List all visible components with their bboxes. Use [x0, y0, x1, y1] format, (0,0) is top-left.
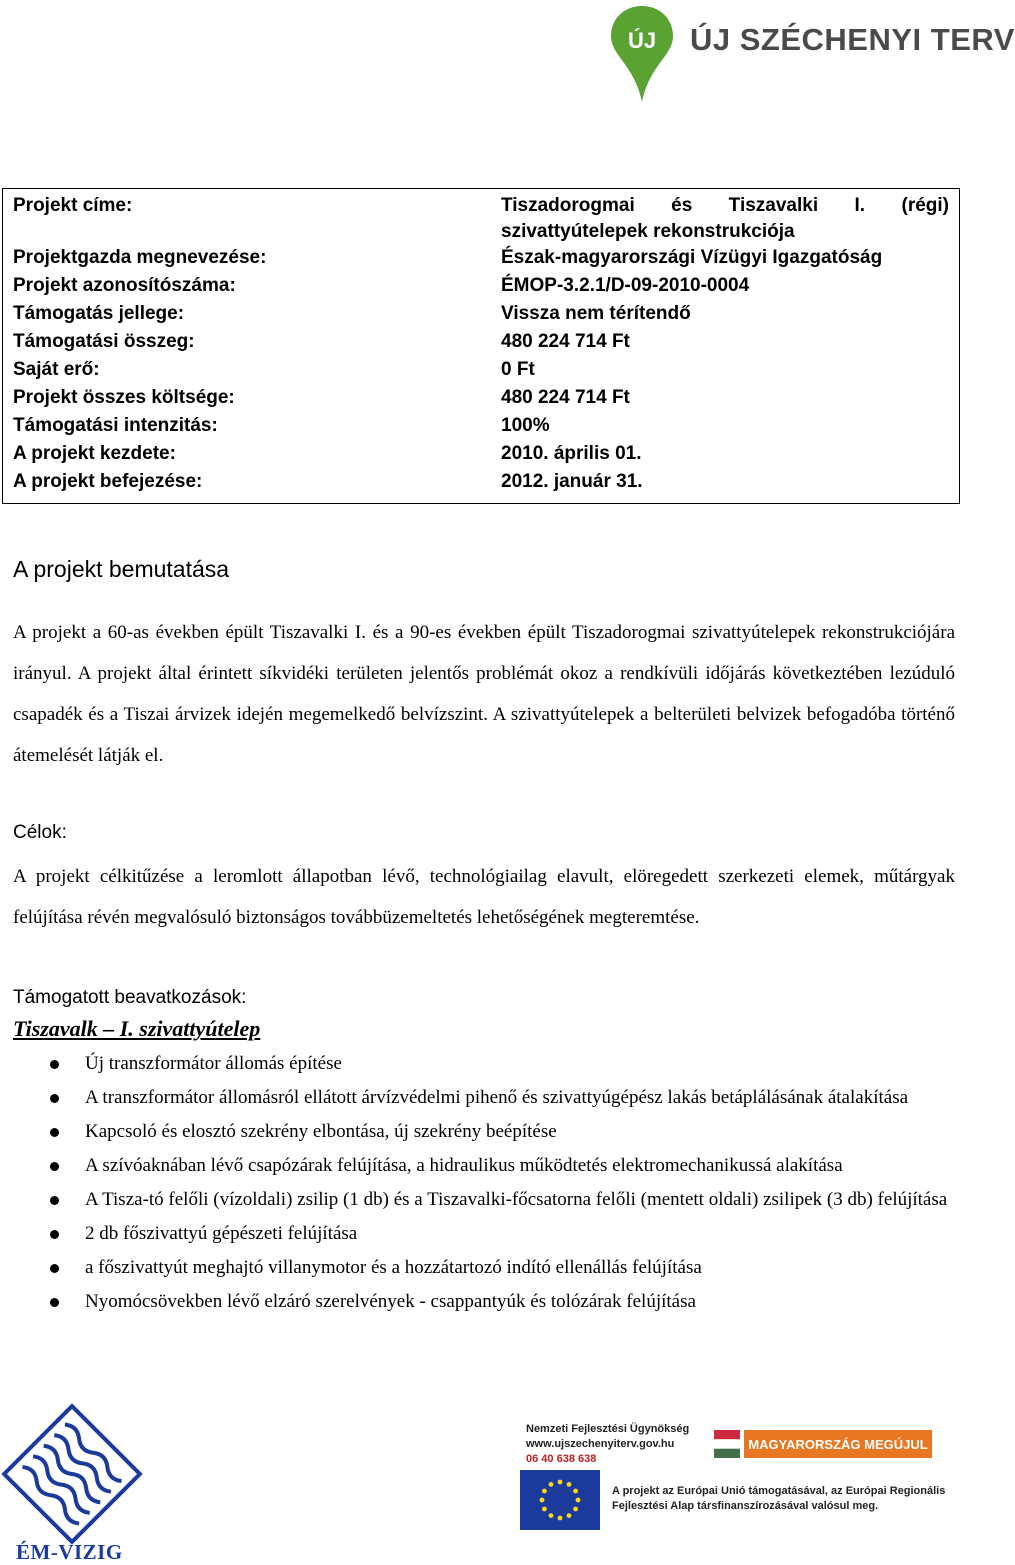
table-row — [3, 441, 960, 469]
bullet-icon — [50, 1264, 59, 1273]
row-label: A projekt kezdete: — [13, 443, 176, 464]
row-value: Vissza nem térítendő — [501, 303, 691, 324]
bullet-icon — [50, 1060, 59, 1069]
row-value: Észak-magyarországi Vízügyi Igazgatóság — [501, 247, 883, 268]
list-item-text: Új transzformátor állomás építése — [85, 1053, 342, 1074]
interventions-list — [40, 1048, 955, 1320]
row-value: 2010. április 01. — [501, 443, 642, 464]
bullet-icon — [50, 1196, 59, 1205]
list-item — [40, 1048, 955, 1080]
row-value: 2012. január 31. — [501, 471, 643, 492]
supported-heading: Támogatott beavatkozások: — [13, 987, 247, 1008]
row-value: ÉMOP-3.2.1/D-09-2010-0004 — [501, 275, 750, 296]
map-pin-icon — [608, 4, 676, 104]
list-item-text: A Tisza-tó felőli (vízoldali) zsilip (1 db) és a Tiszavalki-főcsatorna felőli (mentett oldali) zsilipek (3 db) felújítása — [85, 1189, 948, 1210]
row-value: 480 224 714 Ft — [501, 387, 630, 408]
row-value: 480 224 714 Ft — [501, 331, 630, 352]
row-value: 0 Ft — [501, 359, 535, 380]
logo-pin-text: ÚJ — [627, 28, 657, 53]
list-item — [40, 1184, 955, 1216]
table-row — [3, 469, 960, 504]
bullet-icon — [50, 1230, 59, 1239]
table-row — [3, 385, 960, 413]
list-item — [40, 1218, 955, 1250]
list-item — [40, 1252, 955, 1284]
table-row — [3, 273, 960, 301]
row-label: Támogatási összeg: — [13, 331, 195, 352]
table-row — [3, 189, 960, 246]
table-row — [3, 357, 960, 385]
agency-info — [526, 1422, 689, 1467]
bullet-icon — [50, 1094, 59, 1103]
list-item — [40, 1286, 955, 1318]
table-row — [3, 329, 960, 357]
row-label: Támogatás jellege: — [13, 303, 185, 324]
row-label: Saját erő: — [13, 359, 100, 380]
table-row — [3, 301, 960, 329]
list-item-text: a főszivattyút meghajtó villanymotor és a hozzátartozó indító ellenállás felújítása — [85, 1257, 702, 1278]
row-value: 100% — [501, 415, 550, 436]
agency-url: www.ujszechenyiterv.gov.hu — [526, 1438, 675, 1450]
list-item — [40, 1150, 955, 1182]
intro-paragraph: A projekt a 60-as években épült Tiszavalki I. és a 90-es években épült Tiszadorogmai szivattyútelepek rekonstrukciójára irányul. A projekt által érintett síkvidéki területen jelentős problémát okoz a rendkívüli időjárás következtében lezúduló csapadék és a Tiszai árvizek idején megemelkedő belvízszint. A szivattyútelepek a belterületi belvizek befogadóba történő átemelését látják el. — [13, 622, 955, 766]
row-label: Támogatási intenzitás: — [13, 415, 218, 436]
row-label: Projektgazda megnevezése: — [13, 247, 267, 268]
megujul-banner: MAGYARORSZÁG MEGÚJUL — [744, 1430, 932, 1458]
goals-heading: Célok: — [13, 822, 67, 843]
agency-phone: 06 40 638 638 — [526, 1453, 597, 1465]
row-value: Tiszadorogmai és Tiszavalki I. (régi) szivattyútelepek rekonstrukciója — [501, 195, 949, 242]
site-heading: Tiszavalk – I. szivattyútelep — [13, 1016, 261, 1041]
project-info-table — [2, 188, 960, 504]
org-label: ÉM-VIZIG — [16, 1540, 123, 1564]
eu-funding-text: A projekt az Európai Unió támogatásával, az Európai Regionális Fejlesztési Alap társfinanszírozásával valósul meg. — [612, 1485, 946, 1512]
list-item — [40, 1082, 955, 1114]
section-title: A projekt bemutatása — [13, 556, 230, 582]
bullet-icon — [50, 1128, 59, 1137]
uj-szechenyi-terv-logo — [608, 4, 1015, 104]
eu-flag-icon — [520, 1470, 600, 1530]
list-item — [40, 1116, 955, 1148]
list-item-text: A szívóaknában lévő csapózárak felújítása, a hidraulikus működtetés elektromechanikussá alakítása — [85, 1155, 843, 1176]
row-label: A projekt befejezése: — [13, 471, 203, 492]
bullet-icon — [50, 1298, 59, 1307]
table-row — [3, 413, 960, 441]
hungarian-flag-icon — [714, 1430, 740, 1458]
list-item-text: 2 db főszivattyú gépészeti felújítása — [85, 1223, 358, 1244]
table-row — [3, 245, 960, 273]
list-item-text: Nyomócsövekben lévő elzáró szerelvények - csappantyúk és tolózárak felújítása — [85, 1291, 696, 1312]
row-label: Projekt azonosítószáma: — [13, 275, 236, 296]
goals-paragraph: A projekt célkitűzése a leromlott állapotban lévő, technológiailag elavult, elöregedett szerkezeti elemek, műtárgyak felújítása révén megvalósuló biztonságos továbbüzemeltetés lehetőségének megteremtése. — [13, 866, 955, 928]
row-label: Projekt összes költsége: — [13, 387, 235, 408]
list-item-text: Kapcsoló és elosztó szekrény elbontása, új szekrény beépítése — [85, 1121, 557, 1142]
agency-name: Nemzeti Fejlesztési Ügynökség — [526, 1423, 690, 1435]
row-label: Projekt címe: — [13, 195, 133, 216]
logo-text: ÚJ SZÉCHENYI TERV — [690, 22, 1015, 57]
bullet-icon — [50, 1162, 59, 1171]
list-item-text: A transzformátor állomásról ellátott árvízvédelmi pihenő és szivattyúgépész lakás betáplálásának átalakítása — [85, 1087, 909, 1108]
